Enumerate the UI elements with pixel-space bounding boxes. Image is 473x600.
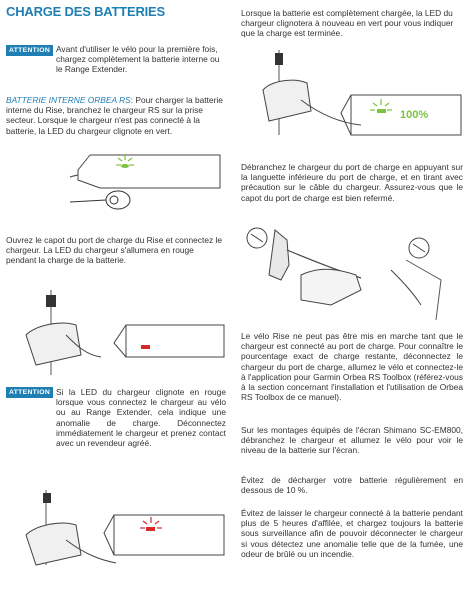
safety-paragraph: Évitez de laisser le chargeur connecté à la batterie pendant plus de 5 heures d'affilée, et chargez toujours la batterie sous surveillance afin de pouvoir déconnecter le chargeur si vous détectez une anomalie telle que de la fumée, une odeur de brûlé ou un incendie. [241, 508, 463, 559]
charger-100-percent-illustration [241, 45, 463, 145]
battery-colon: : [130, 95, 134, 105]
battery-text: Pour charger la batterie interne du Rise, branchez le chargeur RS sur la prise secteur. Lorsque le chargeur n'est pas connecté à la batterie, la LED du chargeur clignote en vert. [6, 95, 223, 136]
attention-badge-1: ATTENTION [6, 45, 53, 56]
battery-paragraph [6, 95, 225, 136]
charger-red-led-illustration [6, 485, 226, 585]
attention-badge-2: ATTENTION [6, 387, 53, 398]
bike-port-red-led-illustration [6, 285, 226, 375]
charger-green-led-illustration [70, 140, 230, 220]
unplug-hand-illustration [241, 220, 463, 325]
toolbox-paragraph: Le vélo Rise ne peut pas être mis en marche tant que le chargeur est connecté au port de charge. Pour connaître le pourcentage exact de charge restante, déconnectez le chargeur du port de charge, allumez le vélo et connectez-le à l'application pour Garmin Orbea RS Toolbox (référez-vous à la section concernant l'installation et l'utilisation de Orbea RS Toolbox de ce manuel). [241, 331, 463, 403]
charge-complete-paragraph: Lorsque la batterie est complètement chargée, la LED du chargeur clignotera à nouveau en vert pour vous indiquer que la charge est terminée. [241, 8, 454, 39]
page-title: CHARGE DES BATTERIES [6, 4, 165, 19]
attention-text-2: Si la LED du chargeur clignote en rouge lorsque vous connectez le chargeur au vélo ou au Range Extender, cela indique une anomalie de charge. Déconnectez immédiatement le chargeur et prenez contact avec un revendeur agréé. [56, 387, 226, 449]
battery-heading: BATTERIE INTERNE ORBEA RS [6, 95, 131, 105]
display-paragraph: Sur les montages équipés de l'écran Shimano SC-EM800, débranchez le chargeur et allumez le vélo pour voir le niveau de la batterie sur l'écran. [241, 425, 463, 456]
battery-percent: 100% [400, 109, 429, 121]
unplug-paragraph: Débranchez le chargeur du port de charge en appuyant sur la languette inférieure du port de charge, et en tirant avec précaution sur le câble du chargeur. Assurez-vous que le capot du port de charge est bien refermé. [241, 162, 463, 203]
attention-text-1: Avant d'utiliser le vélo pour la première fois, chargez complètement la batterie interne ou le Range Extender. [56, 44, 220, 75]
discharge-paragraph: Évitez de décharger votre batterie régulièrement en dessous de 10 %. [241, 475, 463, 496]
port-paragraph: Ouvrez le capot du port de charge du Rise et connectez le chargeur. La LED du chargeur s'allumera en rouge pendant la charge de la batterie. [6, 235, 223, 266]
